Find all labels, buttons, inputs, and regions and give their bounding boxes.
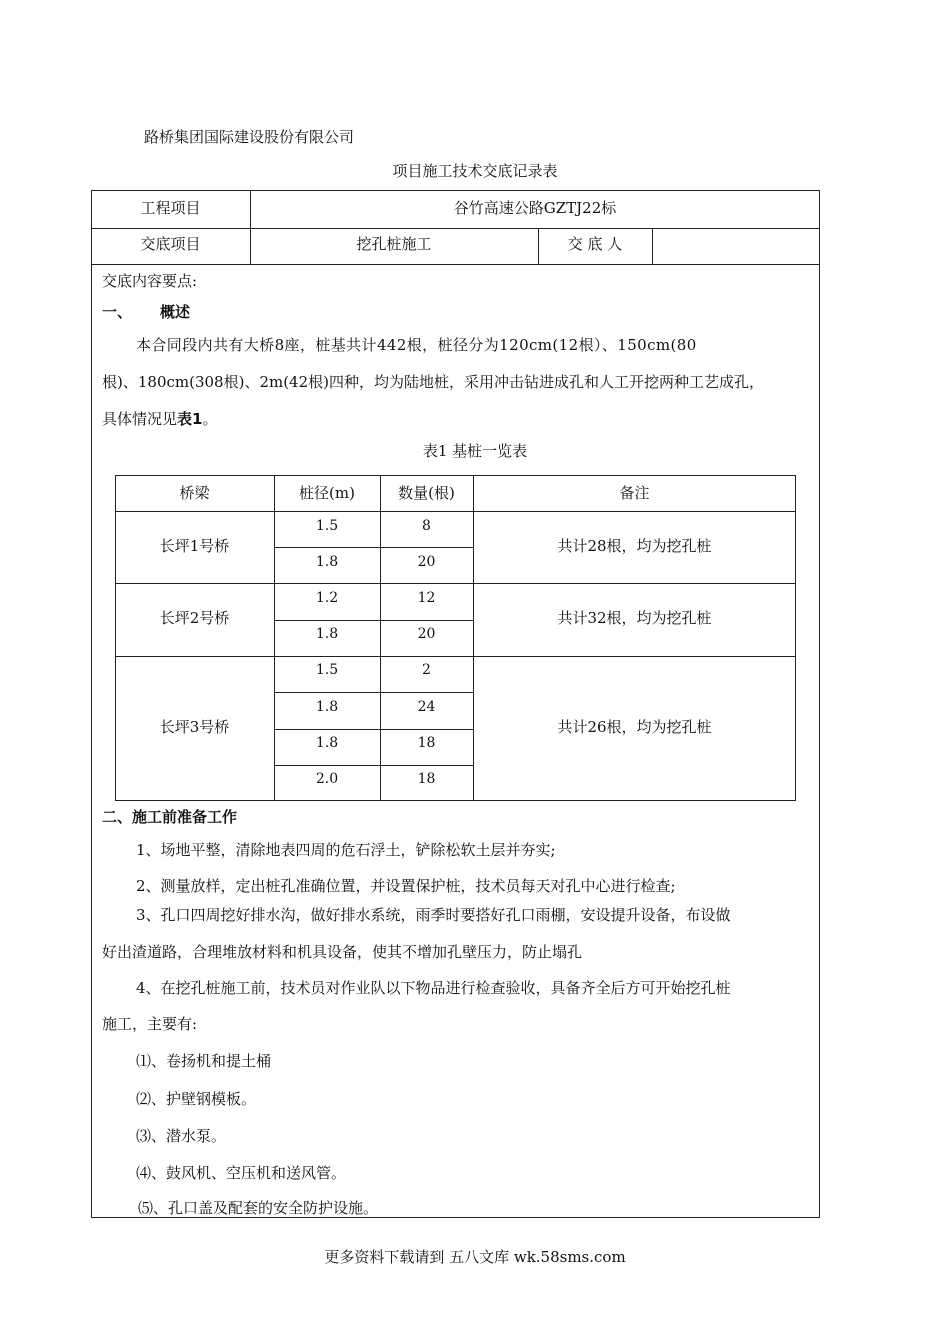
pile-count: 12 xyxy=(417,590,436,606)
bridge-name: 长坪3号桥 xyxy=(159,718,230,736)
equipment-item: ⑴、卷扬机和提土桶 xyxy=(136,1052,272,1070)
pile-diameter: 1.5 xyxy=(315,518,339,534)
overview-line: 根)、180cm(308根)、2m(42根)四种，均为陆地桩，采用冲击钻进成孔和人工开挖两种工艺成孔， xyxy=(102,373,765,391)
footer-link[interactable]: 更多资料下载请到 五八文库 wk.58sms.com xyxy=(324,1248,626,1266)
bridge-note: 共计28根，均为挖孔桩 xyxy=(557,537,712,555)
pile-diameter: 2.0 xyxy=(315,771,339,787)
bridge-name: 长坪2号桥 xyxy=(159,609,230,627)
project-value: 谷竹高速公路GZTJ22标 xyxy=(453,199,617,217)
pile-diameter: 1.8 xyxy=(315,626,339,642)
pile-diameter: 1.8 xyxy=(315,735,339,751)
table-header: 桥梁 xyxy=(179,484,210,502)
item-label: 交底项目 xyxy=(140,235,201,253)
equipment-item: ⑸、孔口盖及配套的安全防护设施。 xyxy=(138,1199,379,1217)
pile-diameter: 1.8 xyxy=(315,554,339,570)
pile-count: 18 xyxy=(417,735,436,751)
pile-diameter: 1.2 xyxy=(315,590,339,606)
project-label: 工程项目 xyxy=(140,199,201,217)
table-header: 数量(根) xyxy=(398,484,455,502)
divider xyxy=(91,228,820,229)
divider xyxy=(91,264,820,265)
equipment-item: ⑶、潜水泵。 xyxy=(136,1127,227,1145)
document-title: 项目施工技术交底记录表 xyxy=(392,162,558,180)
pile-diameter: 1.5 xyxy=(315,662,339,678)
table-caption: 表1 基桩一览表 xyxy=(422,442,528,460)
equipment-item: ⑵、护壁钢模板。 xyxy=(136,1090,257,1108)
bridge-note: 共计32根，均为挖孔桩 xyxy=(557,609,712,627)
overview-line: 本合同段内共有大桥8座，桩基共计442根，桩径分为120cm(12根）、150cm(80 xyxy=(136,336,697,354)
prep-item: 好出渣道路，合理堆放材料和机具设备，使其不增加孔壁压力，防止塌孔 xyxy=(102,943,583,961)
pile-count: 20 xyxy=(417,554,436,570)
person-label: 交 底 人 xyxy=(567,235,623,253)
section-number: 一、 xyxy=(102,303,133,321)
pile-count: 8 xyxy=(422,518,431,534)
bridge-name: 长坪1号桥 xyxy=(159,537,230,555)
prep-item: 2、测量放样，定出桩孔准确位置，并设置保护桩，技术员每天对孔中心进行检查; xyxy=(136,877,676,895)
prep-item: 施工，主要有: xyxy=(102,1015,198,1033)
item-value: 挖孔桩施工 xyxy=(356,235,432,253)
company-name: 路桥集团国际建设股份有限公司 xyxy=(144,128,355,146)
intro-label: 交底内容要点: xyxy=(102,272,198,290)
divider xyxy=(652,228,653,264)
prep-item: 4、在挖孔桩施工前，技术员对作业队以下物品进行检查验收，具备齐全后方可开始挖孔桩 xyxy=(136,979,731,997)
section-title: 概述 xyxy=(160,303,191,321)
prep-item: 3、孔口四周挖好排水沟，做好排水系统，雨季时要搭好孔口雨棚，安设提升设备，布设做 xyxy=(136,906,731,924)
equipment-item: ⑷、鼓风机、空压机和送风管。 xyxy=(136,1164,347,1182)
bridge-note: 共计26根，均为挖孔桩 xyxy=(557,718,712,736)
table-header: 备注 xyxy=(619,484,650,502)
prep-item: 1、场地平整，清除地表四周的危石浮土，铲除松软土层并夯实; xyxy=(136,841,556,859)
overview-line: 具体情况见表1。 xyxy=(102,410,218,428)
pile-count: 20 xyxy=(417,626,436,642)
pile-diameter: 1.8 xyxy=(315,699,339,715)
section-title: 二、施工前准备工作 xyxy=(102,808,238,826)
pile-count: 24 xyxy=(417,699,436,715)
table-header: 桩径(m) xyxy=(299,484,355,502)
pile-count: 2 xyxy=(422,662,431,678)
pile-count: 18 xyxy=(417,771,436,787)
